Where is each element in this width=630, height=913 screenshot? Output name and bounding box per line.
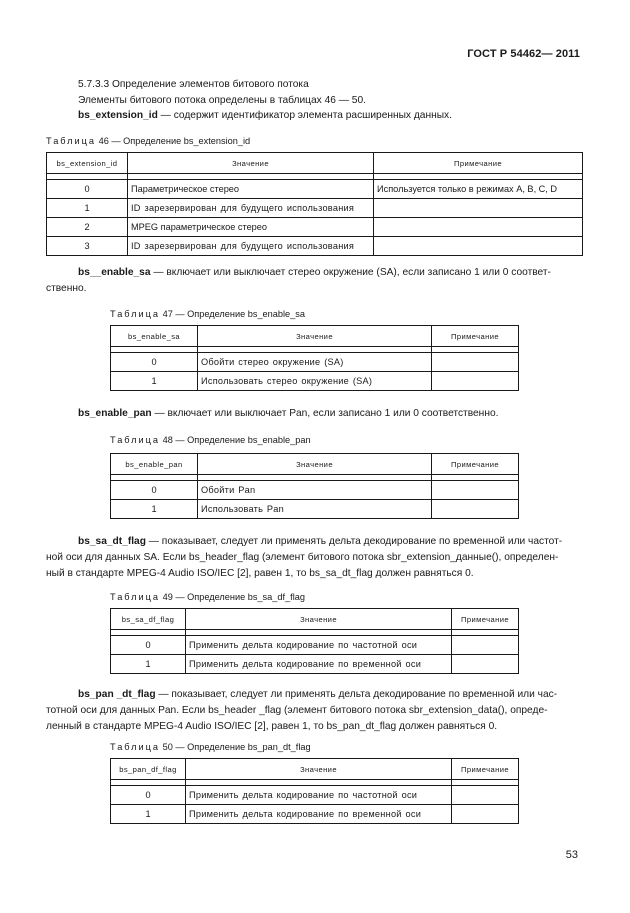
table-row: 0 Параметрическое стерео Используется только в режимах A, B, C, D <box>47 180 583 199</box>
column-header: bs_enable_pan <box>111 454 198 475</box>
term-bs-sa-dt-flag: bs_sa_dt_flag <box>78 536 146 547</box>
pan-dt-flag-paragraph-line1: bs_pan _dt_flag — показывает, следует ли применять дельта декодирование по временной или час- <box>78 689 558 700</box>
intro-line: Элементы битового потока определены в таблицах 46 — 50. <box>78 95 366 106</box>
column-header: bs_pan_df_flag <box>111 759 186 780</box>
table-header-row <box>111 326 519 347</box>
term-bs-enable-sa: bs__enable_sa <box>78 267 151 278</box>
section-heading: 5.7.3.3 Определение элементов битового потока <box>78 79 309 90</box>
column-header: Значение <box>128 153 374 174</box>
table-49-caption: Таблица 49 — Определение bs_sa_df_flag <box>110 592 305 602</box>
table-row: 2 MPEG параметрическое стерео <box>47 218 583 237</box>
column-header: bs_sa_df_flag <box>111 609 186 630</box>
table-47 <box>110 325 519 391</box>
table-48-caption: Таблица 48 — Определение bs_enable_pan <box>110 435 311 445</box>
table-row: 0 Применить дельта кодирование по частотной оси <box>111 786 519 805</box>
term-bs-extension-id: bs_extension_id <box>78 110 158 121</box>
column-header: Примечание <box>432 454 519 475</box>
table-header-row <box>111 454 519 475</box>
table-row: 1 ID зарезервирован для будущего использования <box>47 199 583 218</box>
table-row: 1 Использовать стерео окружение (SA) <box>111 372 519 391</box>
column-header: Примечание <box>374 153 583 174</box>
document-header: ГОСТ Р 54462— 2011 <box>467 48 580 60</box>
column-header: bs_extension_id <box>47 153 128 174</box>
table-47-caption: Таблица 47 — Определение bs_enable_sa <box>110 309 305 319</box>
column-header: Примечание <box>452 609 519 630</box>
table-46 <box>46 152 583 256</box>
table-row: 0 Применить дельта кодирование по частотной оси <box>111 636 519 655</box>
table-row: 1 Применить дельта кодирование по временной оси <box>111 655 519 674</box>
pan-dt-flag-paragraph-line2: тотной оси для данных Pan. Если bs_header _flag (элемент битового потока sbr_extension_data(), опреде- <box>46 705 548 716</box>
table-50-caption: Таблица 50 — Определение bs_pan_dt_flag <box>110 742 311 752</box>
table-header-row <box>47 153 583 174</box>
column-header: Примечание <box>432 326 519 347</box>
pan-dt-flag-paragraph-line3: ленный в стандарте MPEG-4 Audio ISO/IEC [2], равен 1, то bs_pan_dt_flag должен равняться 0. <box>46 721 498 732</box>
table-header-row <box>111 609 519 630</box>
page-number: 53 <box>565 849 578 861</box>
extension-id-definition: bs_extension_id — содержит идентификатор элемента расширенных данных. <box>78 110 452 121</box>
table-50 <box>110 758 519 824</box>
column-header: Значение <box>198 326 432 347</box>
table-row: 1 Применить дельта кодирование по временной оси <box>111 805 519 824</box>
table-49 <box>110 608 519 674</box>
sa-dt-flag-paragraph-line1: bs_sa_dt_flag — показывает, следует ли применять дельта декодирование по временной или частот- <box>78 536 563 547</box>
term-bs-pan-dt-flag: bs_pan _dt_flag <box>78 689 156 700</box>
column-header: Значение <box>186 609 452 630</box>
column-header: Значение <box>186 759 452 780</box>
table-row: 0 Обойти стерео окружение (SA) <box>111 353 519 372</box>
column-header: bs_enable_sa <box>111 326 198 347</box>
table-48 <box>110 453 519 519</box>
table-row: 1 Использовать Pan <box>111 500 519 519</box>
enable-pan-paragraph: bs_enable_pan — включает или выключает Pan, если записано 1 или 0 соответственно. <box>78 408 499 419</box>
sa-dt-flag-paragraph-line2: ной оси для данных SA. Если bs_header_flag (элемент битового потока sbr_extension_данные(), определен- <box>46 552 559 563</box>
table-46-caption: Таблица 46 — Определение bs_extension_id <box>46 136 251 146</box>
table-header-row <box>111 759 519 780</box>
table-row: 0 Обойти Pan <box>111 481 519 500</box>
column-header: Значение <box>198 454 432 475</box>
enable-sa-paragraph-line2: ственно. <box>46 283 87 294</box>
table-row: 3 ID зарезервирован для будущего использования <box>47 237 583 256</box>
enable-sa-paragraph-line1: bs__enable_sa — включает или выключает стерео окружение (SA), если записано 1 или 0 соответ- <box>78 267 551 278</box>
column-header: Примечание <box>452 759 519 780</box>
sa-dt-flag-paragraph-line3: ный в стандарте MPEG-4 Audio ISO/IEC [2], равен 1, то bs_sa_dt_flag должен равняться 0. <box>46 568 474 579</box>
term-bs-enable-pan: bs_enable_pan <box>78 408 152 419</box>
